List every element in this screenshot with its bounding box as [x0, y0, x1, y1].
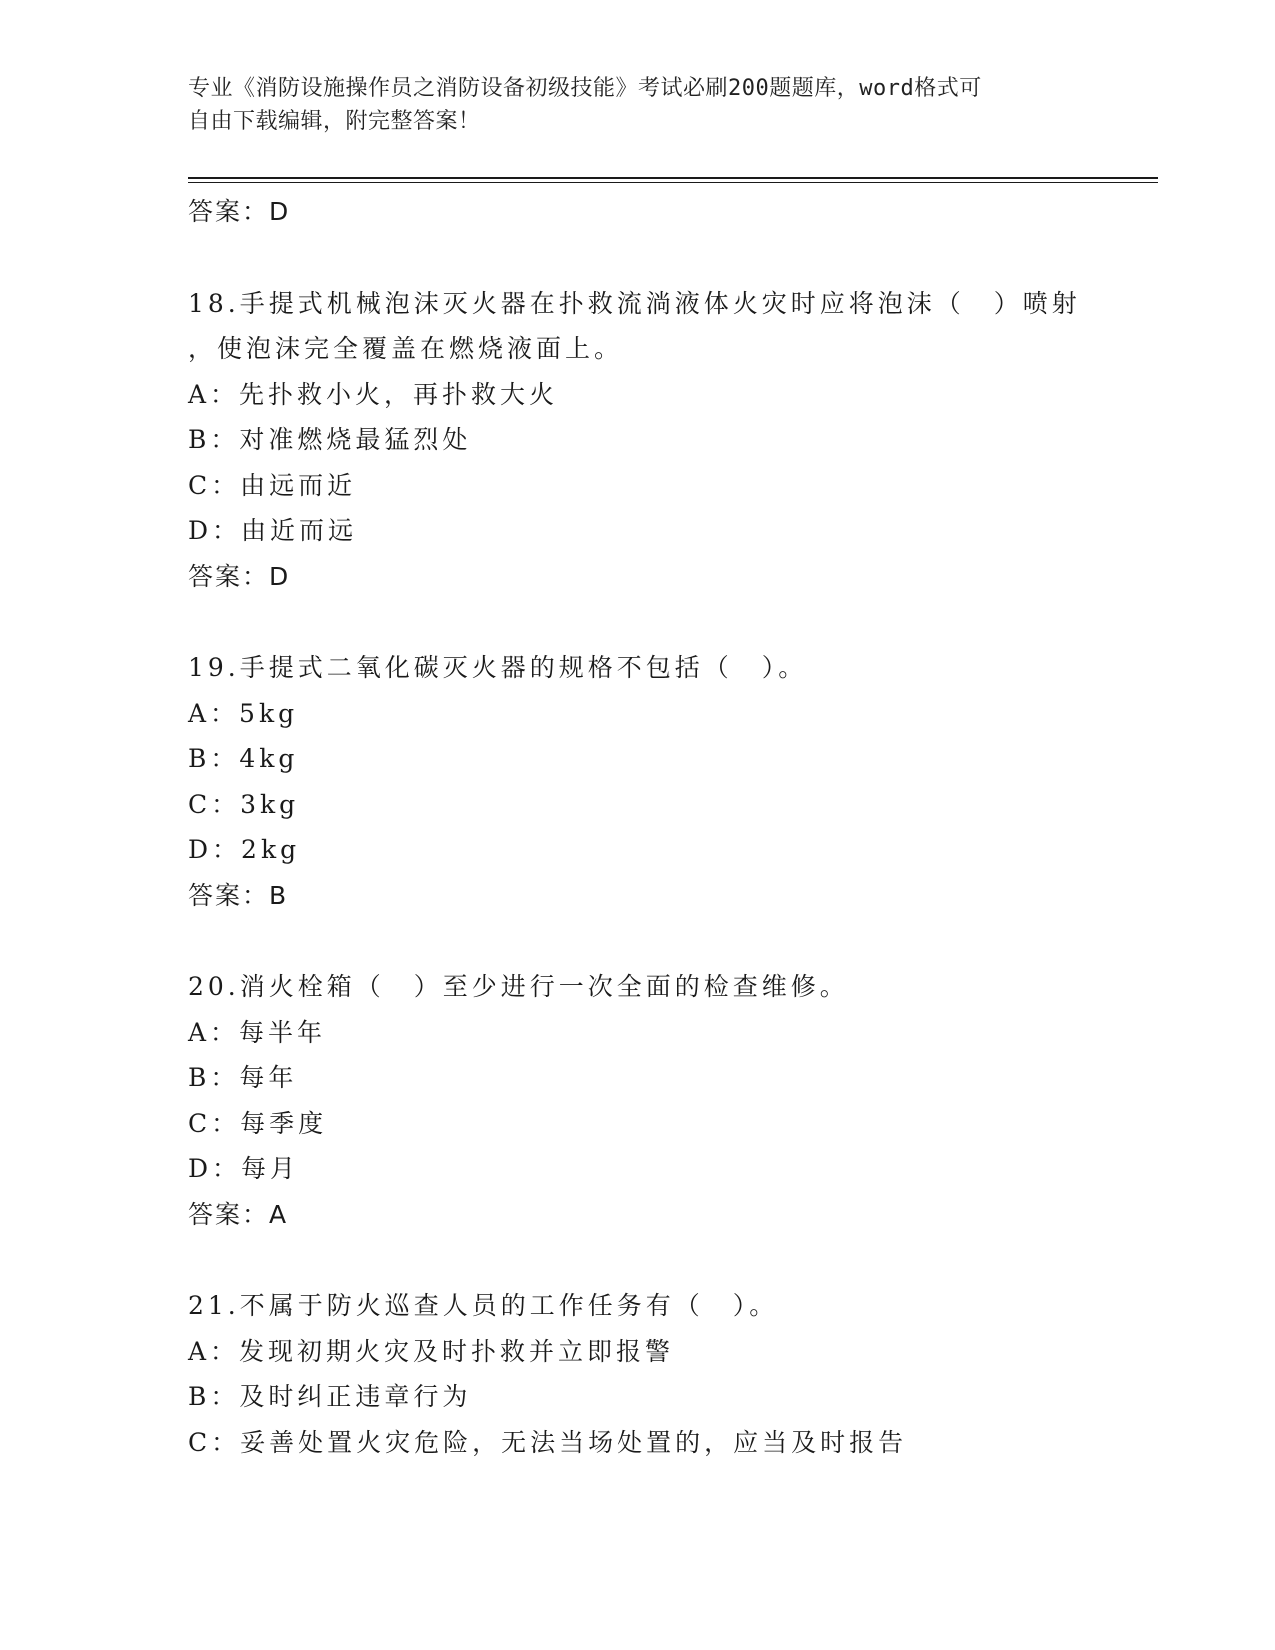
answer-line: 答案：A [188, 1199, 289, 1229]
header-line-2: 自由下载编辑，附完整答案！ [188, 109, 481, 134]
question-18 [188, 281, 1128, 600]
question-20 [188, 964, 1128, 1237]
question-stem-continued: ，使泡沫完全覆盖在燃烧液面上。 [188, 334, 624, 363]
option-d: D：2kg [188, 835, 301, 864]
option-d: D：由近而远 [188, 516, 358, 545]
spacer [188, 918, 1128, 964]
answer-line: 答案：D [188, 561, 291, 591]
option-c: C：由远而近 [188, 470, 357, 500]
option-b: B：每年 [188, 1063, 298, 1092]
option-a: A：5kg [188, 698, 299, 728]
header-line-1: 专业《消防设施操作员之消防设备初级技能》考试必刷200题题库，word格式可 [188, 76, 982, 101]
option-c: C：3kg [188, 789, 300, 819]
question-stem: 20.消火栓箱（ ）至少进行一次全面的检查维修。 [188, 972, 849, 1001]
question-19 [188, 645, 1128, 918]
option-c: C：每季度 [188, 1108, 328, 1138]
option-b: B：4kg [188, 744, 299, 773]
answer-line: 答案：D [188, 197, 291, 226]
question-stem: 19.手提式二氧化碳灭火器的规格不包括（ ）。 [188, 653, 808, 682]
question-stem: 21.不属于防火巡查人员的工作任务有（ ）。 [188, 1291, 779, 1320]
option-d: D：每月 [188, 1154, 300, 1183]
option-c: C：妥善处置火灾危险，无法当场处置的，应当及时报告 [188, 1427, 908, 1457]
spacer [188, 599, 1128, 645]
spacer [188, 235, 1128, 281]
header-rule-thick [188, 177, 1158, 179]
question-list [188, 189, 1128, 1465]
document-header [188, 72, 1088, 138]
option-b: B：及时纠正违章行为 [188, 1382, 472, 1411]
header-rule-thin [188, 182, 1158, 183]
option-a: A：发现初期火灾及时扑救并立即报警 [188, 1336, 675, 1366]
question-stem: 18.手提式机械泡沫灭火器在扑救流淌液体火灾时应将泡沫（ ）喷射 [188, 288, 1081, 318]
question-21 [188, 1283, 1128, 1465]
answer-line: 答案：B [188, 880, 289, 910]
spacer [188, 1237, 1128, 1283]
option-a: A：每半年 [188, 1017, 327, 1047]
option-b: B：对准燃烧最猛烈处 [188, 425, 472, 454]
option-a: A：先扑救小火，再扑救大火 [188, 379, 559, 409]
